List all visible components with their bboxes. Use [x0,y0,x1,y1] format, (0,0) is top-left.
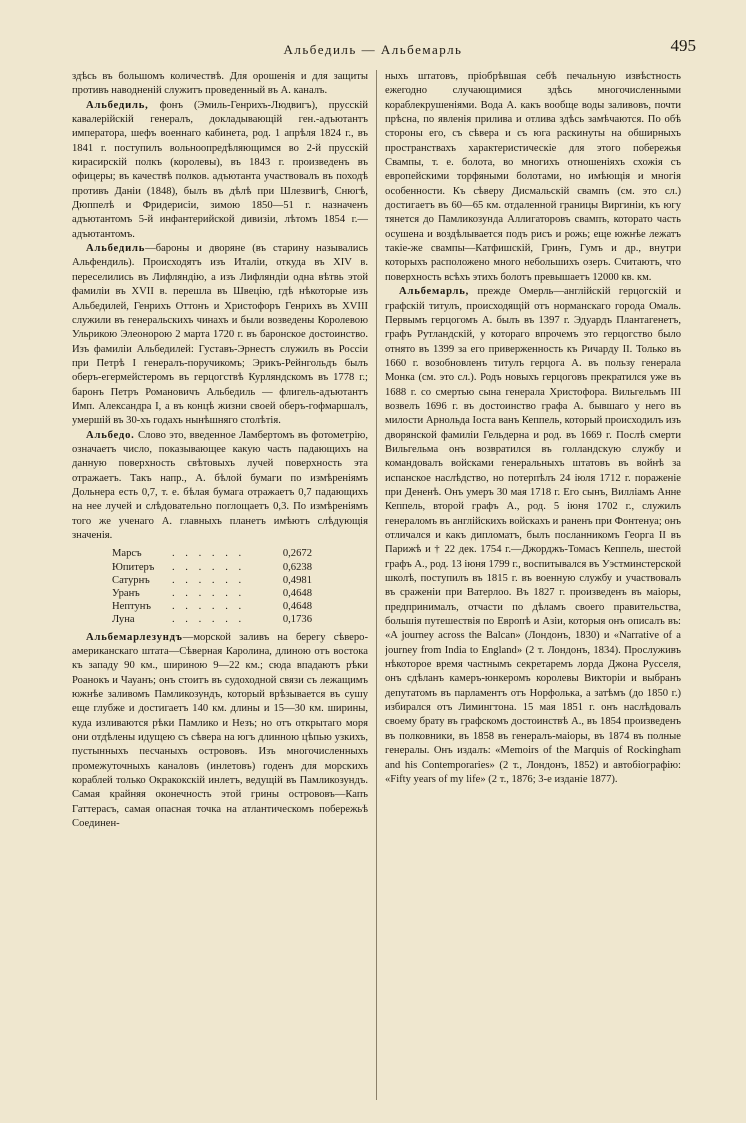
table-row [112,600,312,613]
leader-dots: . . . . . . [172,548,246,560]
paragraph-continuation: здѣсь въ большомъ количествѣ. Для орошенія и для защиты противъ наводненій служитъ проведенный въ А. каналъ. [72,71,368,97]
leader-dots: . . . . . . [172,587,246,599]
entry-text: прежде Омерль—англійскій герцогскій и графскій титулъ, происходящій отъ норманскаго города Омаль. Первымъ герцогомъ А. былъ въ 1397 г. Эдуардъ Плантагенетъ, графъ Рутландскій, у котораго впрочемъ это герцогство было отнято въ 1399 за его приверженность къ Ричарду II. Только въ 1660 г. возобновленъ титулъ герцога А. въ пользу генерала Монка (см. это сл.). Родъ новыхъ герцоговъ прекратился уже въ 1688 г. со смертью сына генерала Христофора. Вильгельмъ III возвелъ 1696 г. въ достоинство графа А. бывшаго у него въ милости Арнольда Іоста ванъ Кеппель, который происходилъ изъ дворянской фамиліи Гельдерна и род. въ 1669 г. Послѣ смерти Вильгельма онъ возвратился въ голландскую службу и командовалъ войсками генеральныхъ штатовъ въ войнѣ за испанское наслѣдство, но потерпѣлъ 24 іюля 1712 г. пораженіе при Дененѣ. Онъ умеръ 30 мая 1718 г. Его сынъ, Вилліамъ Анне Кеппель, второй графъ А., род. 5 іюня 1702 г., служилъ генераломъ въ англійскихъ войскахъ и раненъ при Фонтенуа; онъ отличался и какъ дипломатъ, былъ посланникомъ Георга II въ Парижѣ и † 22 дек. 1754 г.—Джорджъ-Томасъ Кеппель, шестой графъ А., род. 13 іюня 1799 г., воспитывался въ Уэстминстерской школѣ, поступилъ въ 1815 г. въ военную службу и участвовалъ въ сраженіи при Ватерлоо. Въ 1827 г. произведенъ въ маіоры, предпринималъ, отчасти по дѣламъ своего правительства, большія путешествія по Европѣ и Азіи, которыя онъ описалъ въ: «A journey across the Balcan» (Лондонъ, 1830) и «Narrative of a journey from India to England» (2 т. Лондонъ, 1834). Прослуживъ нѣкоторое время частнымъ секретаремъ лорда Джона Русселя, онъ сдѣланъ камеръ-юнкеромъ королевы Викторіи и выбранъ депутатомъ въ парламентъ отъ Норфолька, а затѣмъ (до 1850 г.) избирался отъ Лимингтона. 15 мая 1851 г. онъ наслѣдовалъ своему брату въ графскомъ достоинствѣ А., въ 1854 произведенъ въ полковники, въ 1858 въ генералъ-маіоры, въ 1874 въ полные генералы. Онъ издалъ: «Memoirs of the Marquis of Rockingham and his Contemporaries» (2 т., Лондонъ, 1852) и автобіографію: «Fifty years of my life» (2 т., 1876; 3-е изданіе 1877). [385,286,681,785]
entry-text: —морской заливъ на берегу сѣверо-американскаго штата—Сѣверная Каролина, длиною отъ востока къ западу 90 км., шириною 9—22 км.; сюда впадаютъ рѣки Роанокъ и Чауанъ; онъ стоитъ въ судоходной связи съ лежащимъ южнѣе заливомъ Памликозундъ, который врѣзывается въ сушу еще глубже и достигаетъ 140 км. длины и 15—30 км. ширины, куда изливаются рѣки Памлико и Незъ; но отъ открытаго моря они отдѣлены идущею съ сѣвера на югъ длинною цѣпью узкихъ, пустынныхъ песчаныхъ острововъ. Изъ многочисленныхъ промежуточныхъ каналовъ (инлетовъ) годенъ для морскихъ кораблей только Окракокскій инлетъ, ведущій въ Памликозундъ. Самая крайняя оконечность этой грины острововъ—Капъ Гаттерасъ, самая опасная точка на атлантическомъ побережьѣ Соединен- [72,631,368,830]
albedo-value: 0,4648 [282,601,312,613]
running-title: Альбедиль — Альбемарль [283,42,463,57]
table-row [112,547,312,560]
paragraph-continuation: ныхъ штатовъ, пріобрѣвшая себѣ печальную извѣстность ежегодно случающимися здѣсь многочисленными кораблекрушеніями. Вода А. какъ вообще воды заливовъ, почти прѣсна, по явленія прилива и отлива здѣсь замѣчаются. По обѣ стороны его, съ сѣвера и съ юга раскинуты на обширныхъ пространствахъ характеристическіе для этого побережья Свампы, т. е. болота, во многихъ отношеніяхъ схожія съ европейскими торфяными болотами, но имѣющія и многія особенности. Къ сѣверу Дисмальскій свампъ (см. это сл.) достигаетъ въ 60—65 км. отдаленной границы Виргиніи, къ югу тянется до Памликозунда Аллигаторовъ свампъ, которато часть осушена и воздѣлывается подъ рисъ и рожь; еще южнѣе лежатъ такіе-же свампы—Катфишскій, Гринъ, Гумъ и др., внутри которыхъ расположено много небольшихъ озеръ. Считаютъ, что поверхность всѣхъ этихъ болотъ превышаетъ 12000 кв. км. [385,71,681,283]
page-number: 495 [670,36,696,55]
entry-text: —бароны и дворяне (въ старину назывались Альфендиль). Происходятъ изъ Италіи, откуда въ XIV в. переселились въ Лифляндію, а изъ Лифляндіи одна вѣтвь этой фамиліи въ XVII в. перешла въ Швецію, гдѣ нѣкоторые изъ Альбедилей, Генрихъ Оттонъ и Христофоръ Генрихъ въ XVIII служили въ генеральскихъ чинахъ и были возведены Королевою Ульрикою Элеонорою 2 марта 1720 г. въ баронское достоинство. Изъ фамиліи Альбедилей: Густавъ-Эрнестъ служилъ въ Россіи при Петрѣ I генералъ-поручикомъ; Эрикъ-Рейнгольдъ былъ оберъ-егермейстеромъ въ герцогствѣ Курляндскомъ въ 1778 г.; баронъ Петръ Романовичъ Альбедиль — флигель-адъютантъ Имп. Александра I, а въ концѣ жизни своей оберъ-гофмаршалъ, умершій въ 30-хъ годахъ нынѣшняго столѣтія. [72,243,368,427]
planet-name: Нептунъ [112,601,151,613]
entry-text: фонъ (Эмиль-Генрихъ-Людвигъ), прусскій кавалерійскій генералъ, докладывающій ген.-адъютантъ императора, шефъ военнаго кабинета, род. 1 апрѣля 1824 г., въ 1841 г. поступилъ вольноопредѣляющимся во 2-й прусскій кирасирскій полкъ (королевы), въ 1843 г. произведенъ въ офицеры; въ качествѣ полков. адъютанта участвовалъ въ походѣ противъ Даніи (1848), былъ въ дѣлѣ при Шлезвигѣ, Снюгѣ, Дюппелѣ и Фридерисіи, зимою 1850—51 г. назначенъ адъютантомъ 5-й инфантерийской дивизіи, лѣтомъ 1854 г.—адъютантомъ. [72,99,368,240]
entry-heading: Альбедо. [86,429,135,441]
albedo-value: 0,4981 [282,574,312,586]
albedo-value: 0,4648 [282,587,312,599]
planet-name: Марсъ [112,548,142,560]
entry-albedil-general [72,99,368,242]
entry-heading: Альбемарль, [399,286,470,298]
planet-name: Луна [112,614,135,626]
entry-heading: Альбедиль, [86,99,149,111]
entry-albedo [72,429,368,544]
table-row [112,561,312,574]
leader-dots: . . . . . . [172,561,246,573]
table-row [112,587,312,600]
albedo-table [112,547,312,626]
albedo-value: 0,2672 [282,548,312,560]
entry-albemarle-sound [72,631,368,832]
left-column [72,70,368,1100]
planet-name: Уранъ [112,587,140,599]
entry-heading: Альбедиль [86,243,146,255]
table-row [112,613,312,626]
entry-heading: Альбемарлезундъ [86,631,183,643]
right-column [385,70,681,1100]
entry-albedil-family [72,242,368,428]
entry-albemarle-title [385,285,681,787]
column-divider [376,70,377,1100]
planet-name: Юпитеръ [112,561,155,573]
page-header [0,36,746,60]
planet-name: Сатурнъ [112,574,150,586]
leader-dots: . . . . . . [172,614,246,626]
albedo-value: 0,6238 [282,561,312,573]
leader-dots: . . . . . . [172,601,246,613]
leader-dots: . . . . . . [172,574,246,586]
albedo-value: 0,1736 [282,614,312,626]
table-row [112,574,312,587]
entry-text: Слово это, введенное Ламбертомъ въ фотометрію, означаетъ число, показывающее какую часть падающихъ на данную поверхность свѣтовыхъ лучей поверхность эта отражаетъ. Такъ напр., А. бѣлой бумаги по измѣреніямъ Дольнера есть 0,7, т. е. бѣлая бумага отражаетъ 0,7 падающихъ на нее лучей и слѣдовательно поглощаетъ 0,3. По измѣреніямъ того же ученаго А. главныхъ планетъ имѣютъ слѣдующія значенія. [72,429,368,541]
